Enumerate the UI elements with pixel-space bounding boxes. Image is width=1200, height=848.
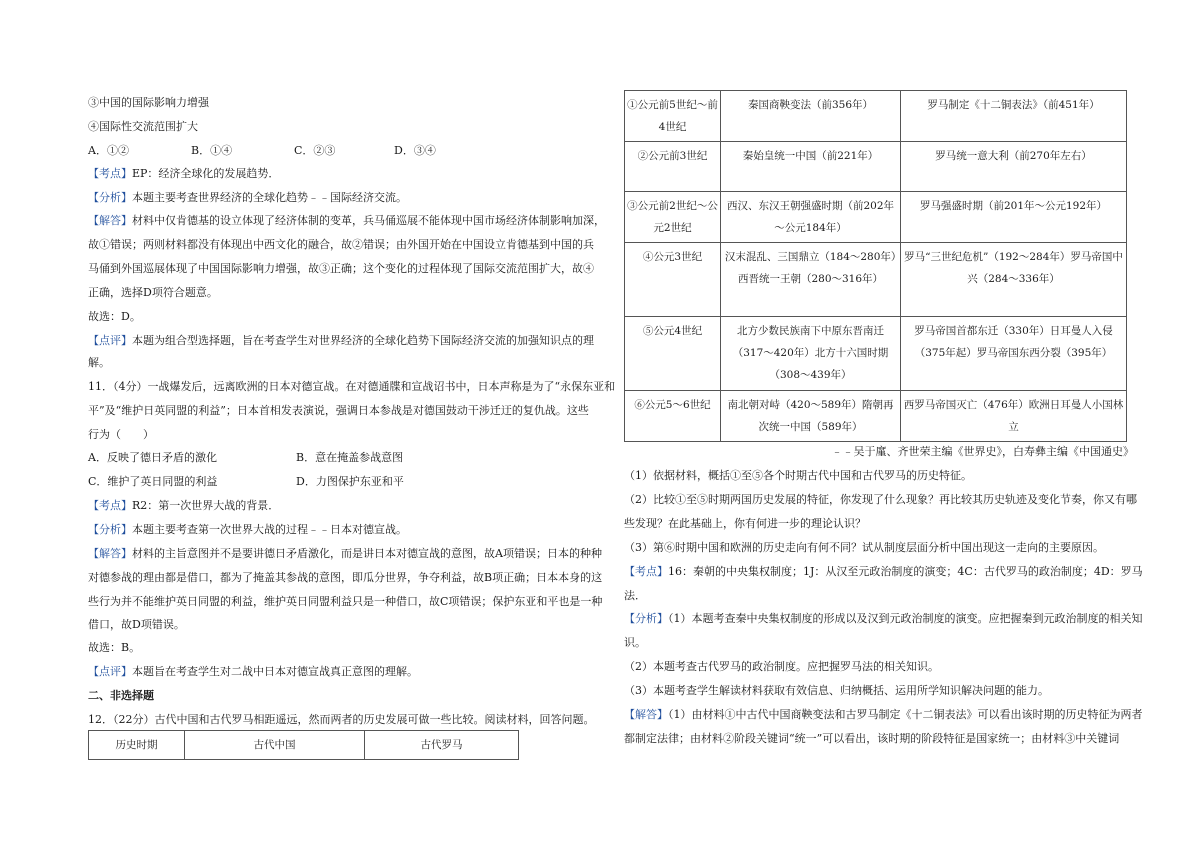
period-cell: ①公元前5世纪～前4世纪 <box>625 91 721 142</box>
q11-stem-line-1: 11．（4分）一战爆发后，远离欧洲的日本对德宣战。在对德通牒和宣战诏书中，日本声称是为了“永保东亚和 <box>88 380 616 393</box>
q11-dianping <box>88 665 418 679</box>
q12-intro: 12．（22分）古代中国和古代罗马相距遥远，然而两者的历史发展可做一些比较。阅读材料，回答问题。 <box>88 713 595 726</box>
table-row <box>625 317 1127 391</box>
q12-fenxi-3: （3）本题考查学生解读材料获取有效信息、归纳概括、运用所学知识解决问题的能力。 <box>624 684 1049 697</box>
table-row <box>625 391 1127 442</box>
dianping-tag: 【点评】 <box>88 334 132 347</box>
q10-kaodian <box>88 167 279 181</box>
rome-cell: 西罗马帝国灭亡（476年）欧洲日耳曼人小国林立 <box>901 391 1127 442</box>
q10-fenxi <box>88 191 407 205</box>
q10-dianping <box>88 334 594 348</box>
q10-fenxi-text: 本题主要考查世界经济的全球化趋势﹣﹣国际经济交流。 <box>132 191 407 204</box>
q11-jieda <box>88 547 602 561</box>
q10-dianping-line-2: 解。 <box>88 356 110 369</box>
q10-choice-d: D．③④ <box>394 144 436 157</box>
q11-option-b: B．意在掩盖参战意图 <box>296 451 404 464</box>
rome-cell: 罗马强盛时期（前201年～公元192年） <box>901 192 1127 243</box>
rome-cell: 罗马“三世纪危机”（192～284年）罗马帝国中兴（284～336年） <box>901 243 1127 317</box>
q11-kaodian <box>88 499 279 513</box>
fenxi-tag: 【分析】 <box>624 612 668 625</box>
china-cell: 南北朝对峙（420～589年）隋朝再次统一中国（589年） <box>721 391 901 442</box>
table-source: ﹣﹣吴于廑、齐世荣主编《世界史》，白寿彝主编《中国通史》 <box>831 445 1134 458</box>
period-cell: ②公元前3世纪 <box>625 142 721 192</box>
q10-jieda <box>88 214 605 228</box>
dianping-tag: 【点评】 <box>88 665 132 678</box>
q10-choice-a: A．①② <box>88 144 129 157</box>
rome-cell: 罗马帝国首都东迁（330年）日耳曼人入侵（375年起）罗马帝国东西分裂（395年） <box>901 317 1127 391</box>
table-row <box>625 243 1127 317</box>
q11-stem-line-2: 平”及“维护日英同盟的利益”；日本首相发表演说，强调日本参战是对德国鼓动干涉迁迂的复仇战。这些 <box>88 404 589 417</box>
q12-sub-3: （3）第⑥时期中国和欧洲的历史走向有何不同？试从制度层面分析中国出现这一走向的主要原因。 <box>624 541 1104 554</box>
q11-jieda-line-2: 对德参战的理由都是借口，都为了掩盖其参战的意图，即瓜分世界，争夺利益，故B项正确；日本本身的这 <box>88 571 603 584</box>
jieda-tag: 【解答】 <box>88 214 132 227</box>
table-row <box>625 91 1127 142</box>
q10-option-4: ④国际性交流范围扩大 <box>88 120 198 133</box>
q12-sub-2-line-1: （2）比较①至⑤时期两国历史发展的特征，你发现了什么现象？再比较其历史轨迹及变化节奏，你又有哪 <box>624 493 1137 506</box>
q11-stem-line-3: 行为（ ） <box>88 428 154 441</box>
history-table <box>624 90 1127 442</box>
q11-jieda-line-1: 材料的主旨意图并不是要讲德日矛盾激化，而是讲日本对德宣战的意图，故A项错误；日本的种种 <box>132 547 602 560</box>
china-cell: 北方少数民族南下中原东晋南迁（317～420年）北方十六国时期（308～439年） <box>721 317 901 391</box>
kaodian-tag: 【考点】 <box>88 167 132 180</box>
q12-jieda <box>624 708 1143 722</box>
q10-option-3: ③中国的国际影响力增强 <box>88 96 209 109</box>
fenxi-tag: 【分析】 <box>88 191 132 204</box>
china-cell: 西汉、东汉王朝强盛时期（前202年～公元184年） <box>721 192 901 243</box>
rome-cell: 罗马统一意大利（前270年左右） <box>901 142 1127 192</box>
china-cell: 汉末混乱、三国鼎立（184～280年）西晋统一王朝（280～316年） <box>721 243 901 317</box>
q11-fenxi-text: 本题主要考查第一次世界大战的过程﹣﹣日本对德宣战。 <box>132 523 407 536</box>
q11-option-d: D．力图保护东亚和平 <box>296 475 404 488</box>
q10-choice-c: C．②③ <box>294 144 336 157</box>
jieda-tag: 【解答】 <box>624 708 668 721</box>
period-cell: ⑥公元5～6世纪 <box>625 391 721 442</box>
q12-jieda-line-1: （1）由材料①中古代中国商鞅变法和古罗马制定《十二铜表法》可以看出该时期的历史特征为两者 <box>668 708 1143 721</box>
q11-option-a: A．反映了德日矛盾的激化 <box>88 451 217 464</box>
q11-option-c: C．维护了英日同盟的利益 <box>88 475 218 488</box>
header-period: 历史时期 <box>89 731 185 760</box>
section-heading-non-choice: 二、非选择题 <box>88 689 154 702</box>
china-cell: 秦始皇统一中国（前221年） <box>721 142 901 192</box>
period-cell: ③公元前2世纪～公元2世纪 <box>625 192 721 243</box>
q11-jieda-line-4: 借口，故D项错误。 <box>88 618 185 631</box>
q12-fenxi <box>624 612 1143 626</box>
q10-jieda-line-1: 材料中仅肯德基的设立体现了经济体制的变革，兵马俑巡展不能体现中国市场经济体制影响加深， <box>132 214 605 227</box>
period-cell: ④公元3世纪 <box>625 243 721 317</box>
kaodian-tag: 【考点】 <box>88 499 132 512</box>
jieda-tag: 【解答】 <box>88 547 132 560</box>
q11-jieda-line-3: 些行为并不能维护英日同盟的利益，维护英日同盟利益只是一种借口，故C项错误；保护东亚和平也是一种 <box>88 595 603 608</box>
q12-kaodian <box>624 565 1143 579</box>
q12-kaodian-line-2: 法． <box>624 589 646 602</box>
q10-jieda-line-2: 故①错误；两则材料都没有体现出中西文化的融合，故②错误；由外国开始在中国设立肯德基到中国的兵 <box>88 238 594 251</box>
header-rome: 古代罗马 <box>365 731 519 760</box>
q11-dianping-text: 本题旨在考查学生对二战中日本对德宣战真正意图的理解。 <box>132 665 418 678</box>
q12-fenxi-line-2: 识。 <box>624 636 646 649</box>
q10-jieda-line-4: 正确，选择D项符合题意。 <box>88 286 218 299</box>
q12-kaodian-line-1: 16：秦朝的中央集权制度；1J：从汉至元政治制度的演变；4C：古代罗马的政治制度；4D：罗马 <box>668 565 1143 578</box>
table-header-row <box>89 731 519 760</box>
table-row <box>625 192 1127 243</box>
header-china: 古代中国 <box>185 731 365 760</box>
q10-answer: 故选：D。 <box>88 310 141 323</box>
q11-answer: 故选：B。 <box>88 641 141 654</box>
q10-jieda-line-3: 马俑到外国巡展体现了中国国际影响力增强，故③正确；这个变化的过程体现了国际交流范围扩大，故④ <box>88 262 594 275</box>
q10-dianping-line-1: 本题为组合型选择题，旨在考查学生对世界经济的全球化趋势下国际经济交流的加强知识点的理 <box>132 334 594 347</box>
q12-fenxi-line-1: （1）本题考查秦中央集权制度的形成以及汉到元政治制度的演变。应把握秦到元政治制度的相关知 <box>668 612 1143 625</box>
q10-choice-b: B．①④ <box>191 144 233 157</box>
period-cell: ⑤公元4世纪 <box>625 317 721 391</box>
q11-kaodian-text: R2：第一次世界大战的背景． <box>132 499 280 512</box>
q11-fenxi <box>88 523 407 537</box>
q10-kaodian-text: EP：经济全球化的发展趋势． <box>132 167 280 180</box>
kaodian-tag: 【考点】 <box>624 565 668 578</box>
q12-fenxi-2: （2）本题考查古代罗马的政治制度。应把握罗马法的相关知识。 <box>624 660 939 673</box>
q10-choices <box>88 144 436 158</box>
table-row <box>625 142 1127 192</box>
fenxi-tag: 【分析】 <box>88 523 132 536</box>
history-table-header <box>88 730 519 760</box>
china-cell: 秦国商鞅变法（前356年） <box>721 91 901 142</box>
q12-sub-1: （1）依据材料，概括①至⑤各个时期古代中国和古代罗马的历史特征。 <box>624 469 972 482</box>
q12-sub-2-line-2: 些发现？在此基础上，你有何进一步的理论认识？ <box>624 517 866 530</box>
q12-jieda-line-2: 都制定法律；由材料②阶段关键词“统一”可以看出，该时期的阶段特征是国家统一；由材料③中关键词 <box>624 732 1120 745</box>
rome-cell: 罗马制定《十二铜表法》（前451年） <box>901 91 1127 142</box>
